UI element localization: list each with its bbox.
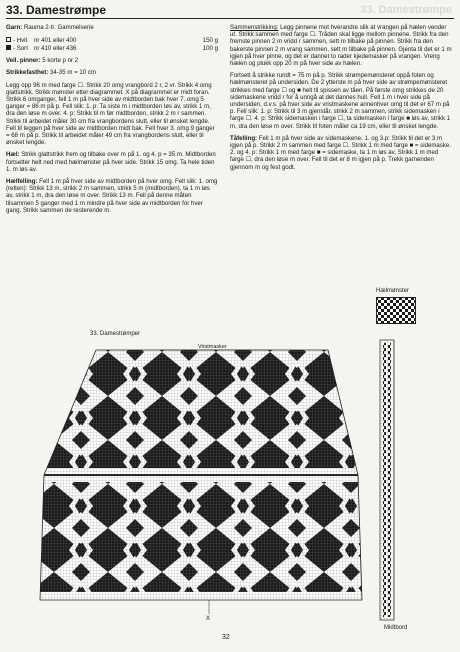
center-border-strip xyxy=(380,340,394,620)
needles-text: 5 korte p nr 2 xyxy=(40,57,79,65)
gauge-text: 34-35 m = 10 cm xyxy=(48,69,96,77)
toe-label: Tåfelling: xyxy=(230,134,258,142)
heel-decrease-text: Fell 1 m på hver side av midtborden på hver omg. Fell slik: 1. omg (retten): Strikk 13 m, strikk 2 m sammen, strikk 5 m (midtborden), ta 1 m løs av, strikk 1 m, dra den løse m over. Strikk 13 m. Fell på denne måten tilsammen 5 ganger med 1 m mindre på hver side av midtborden for hver gang. Strikk sammen de resterende m. xyxy=(6,178,218,214)
yarn-qty: 150 g xyxy=(202,36,218,44)
show-through-title: 33. Damestrømpe xyxy=(360,4,452,16)
heel-text: Strikk glattstrikk frem og tilbake over m på 1. og 4. p = 35 m. Midtborden fortsetter helt ned med hælmønster på hver side. Strikk 15 omg. Ta hele tiden 1. m løs av. xyxy=(6,151,216,173)
heel-pattern-label: Hælmønster xyxy=(376,288,410,294)
yarn-number: nr 410 eller 436 xyxy=(34,44,77,52)
yarn-number: nr 401 eller 400 xyxy=(34,36,77,44)
chart-title: 33. Damestrømper xyxy=(90,331,141,337)
instep-label: Vristmasker xyxy=(198,344,227,350)
garn-label: Garn: xyxy=(6,24,23,31)
page-number: 32 xyxy=(222,634,230,641)
page-title: 33. Damestrømpe xyxy=(6,3,107,17)
heel-label: Hæl: xyxy=(6,151,20,159)
center-x-mark: X xyxy=(206,616,211,622)
main-paragraph: Legg opp 96 m med farge ☐. Strikk 20 omg vrangbord 2 r, 2 vr. Strikk 4 omg glattstrikk. Strikk mønster etter diagrammet. X på diagrammet er midt foran. Strikk 6 omganger, fell 1 m på hver side av midtborden bak hver 7. omg 5 ganger = 86 m på p. Fell slik: 1. p: Ta siste m i midtborden løs av, strikk 1 m, dra den løse m over. 4. p: Strikk til m før midtborden, strikk 2 m r sammen. Strikk til arbeidet måler 30 cm fra vrangbordens slutt, eller til ønsket lengde. Fell til leggen på hver side av midtborden midt bak. Fell hver 3. omg 9 ganger = 68 m på p. Strikk til arbeidet måler 49 cm fra vrangbordens slutt, eller til ønsket lengde. xyxy=(6,81,215,147)
toe-text: Fell 1 m på hver side av sidemaskene. 1. og 3.p: Strikk til det er 3 m igjen på p. Strikk 2 m sammen med farge ☐. Strikk 1 m med farge ■ = sidemaske. 2. og 4. p: Strikk 1 m med farge ■ = sidemaske, ta 1 m løs av, Strikk 1 m med farge ☐, dra den løse m over. Fell til det er 8 m igjen på p. Trekk garnenden gjennom m og fest godt. xyxy=(230,134,451,171)
joining-text: Legg pinnene mot hverandre slik at vrangen på hælen vender ut. Strikk sammen med farge ☐. Tråden skal ligge mellom pinnene. Strikk fra den fremste pinnen 2 m vridd r sammen, sett m tilbake på pinnen. Strikk fra den bakerste pinnen 2 m vrang sammen, sett m tilbake på pinnen. Gjenta til det er 1 m igjen på hver pinne, og det er dannet to rader kjedemasker på vrangen. Vreng hælen og plukk opp 20 m på hver side av hælen. xyxy=(230,24,452,68)
garn-text: Rauma 2-tr. Gammelserie xyxy=(22,24,94,31)
yarn-qty: 100 g xyxy=(202,44,218,52)
yarn-code: - Hvit xyxy=(13,36,28,44)
joining-label: Sammenstrikking: xyxy=(230,24,279,31)
needles-label: Veil. pinner: xyxy=(6,57,41,65)
foot-paragraph: Fortsett å strikke rundt = 75 m på p. Strikk strømpemønsteret oppå foten og hælmønsteret på undersiden. De 2 ytterste m på hver side av strømpemønsteret strikkes med farge ☐ og ■ helt til spissen av tåen. På første omg strikkes de 20 sidemaskene vridd r for å unngå at det dannes hull. Fell 1 m i hver side på undersiden, d.v.s. på hver side av vristmaskene annenhver omg til det er 67 m på p. Fell slik: 1. p: Strikk til 3 m gjenstår, strikk 2 m sammen, strikk sidemasken i farge ☐. 4. p: Strikk sidemasken i farge ☐, ta sidemasken i farge ■ løs av, strikk 1 m, dra den løse m over. Strikk til foten måler ca 19 cm, eller til ønsket lengde. xyxy=(230,72,451,130)
heel-decrease-label: Hælfelling: xyxy=(6,178,38,186)
gauge-label: Strikkefasthet: xyxy=(6,69,49,77)
heel-pattern-fill xyxy=(377,298,415,323)
yarn-code: - Sort xyxy=(13,44,28,52)
chart-body xyxy=(30,345,370,605)
center-border-label: Midtbord xyxy=(384,625,408,631)
